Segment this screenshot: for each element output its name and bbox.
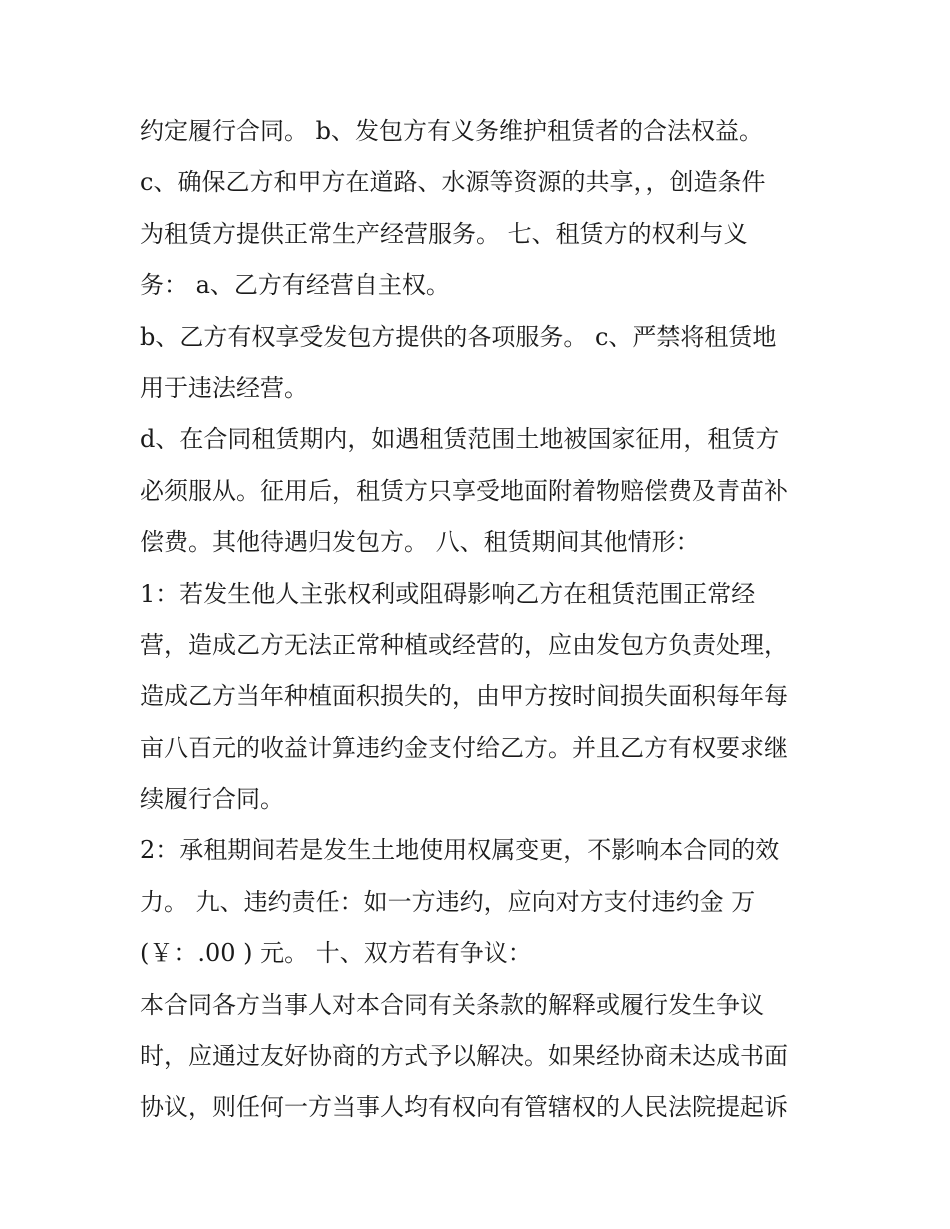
text-line: 亩八百元的收益计算违约金支付给乙方。并且乙方有权要求继 [140,733,788,762]
text-line: 偿费。其他待遇归发包方。 八、租赁期间其他情形： [140,528,700,557]
text-line: 2：承租期间若是发生土地使用权属变更，不影响本合同的效 [140,836,780,865]
text-line: b、乙方有权享受发包方提供的各项服务。 c、严禁将租赁地 [140,322,777,351]
text-line: 为租赁方提供正常生产经营服务。 七、租赁方的权利与义 [140,219,748,248]
contract-text-body [140,108,830,1136]
text-line: 造成乙方当年种植面积损失的，由甲方按时间损失面积每年每 [140,682,788,711]
text-line: 时，应通过友好协商的方式予以解决。如果经协商未达成书面 [140,1042,788,1071]
text-line: 约定履行合同。 b、发包方有义务维护租赁者的合法权益。 [140,117,763,145]
text-line: 力。 九、违约责任：如一方违约，应向对方支付违约金 万 [140,887,756,916]
text-line: 协议，则任何一方当事人均有权向有管辖权的人民法院提起诉 [140,1093,788,1122]
text-line: (￥：.00 ) 元。 十、双方若有争议： [140,939,532,968]
text-line: 1：若发生他人主张权利或阻碍影响乙方在租赁范围正常经 [140,579,756,608]
text-line: 本合同各方当事人对本合同有关条款的解释或履行发生争议 [140,990,764,1019]
text-line: 用于违法经营。 [140,373,308,402]
text-line: c、确保乙方和甲方在道路、水源等资源的共享，，创造条件 [140,168,766,197]
text-line: 务： a、乙方有经营自主权。 [140,271,450,300]
text-line: 续履行合同。 [140,785,284,814]
text-line: 营，造成乙方无法正常种植或经营的，应由发包方负责处理， [140,630,788,659]
text-line: 必须服从。征用后，租赁方只享受地面附着物赔偿费及青苗补 [140,476,788,505]
text-line: d、在合同租赁期内，如遇租赁范围土地被国家征用，租赁方 [140,425,780,454]
